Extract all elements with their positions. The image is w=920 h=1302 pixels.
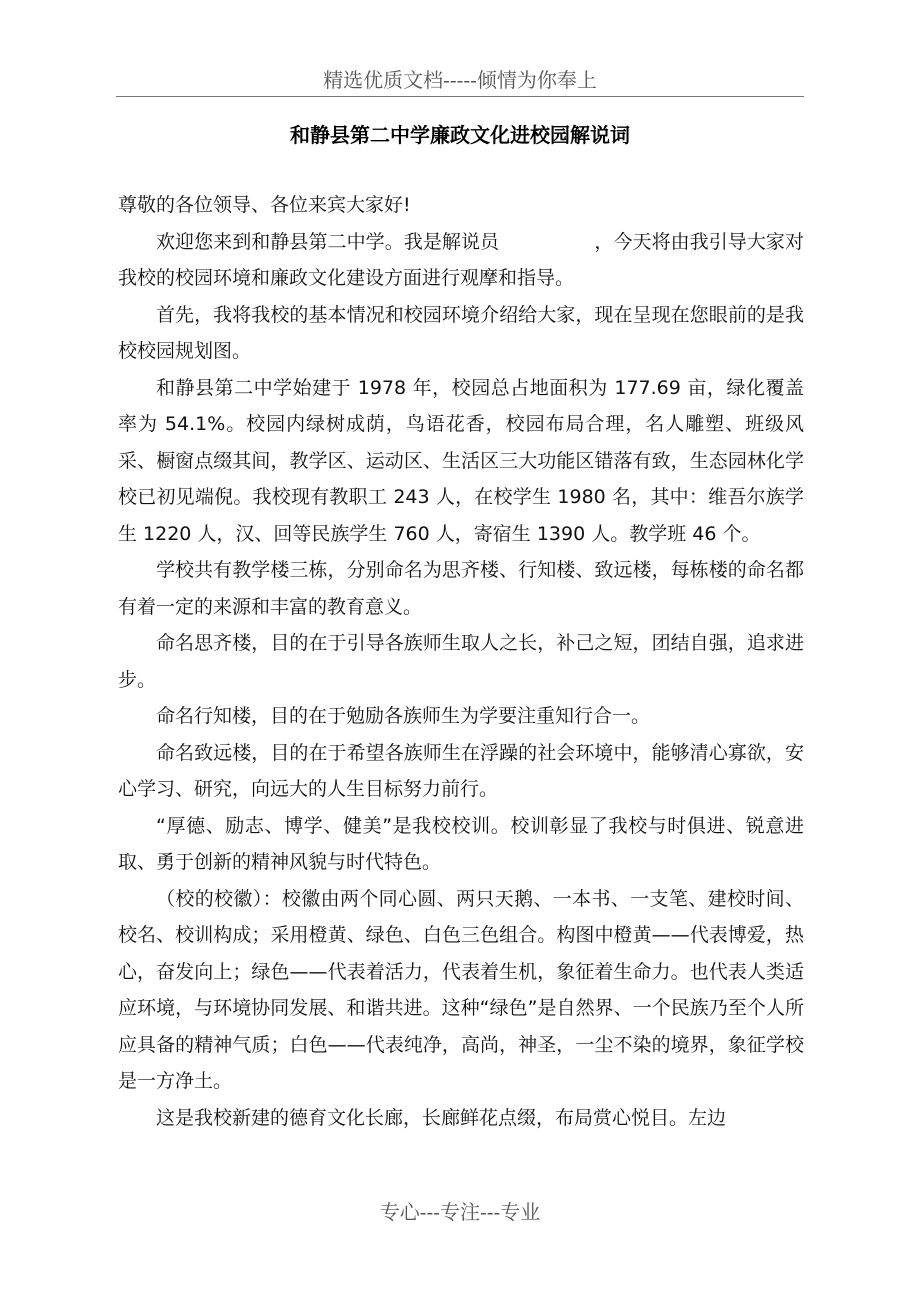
body-paragraph: 首先，我将我校的基本情况和校园环境介绍给大家，现在呈现在您眼前的是我校校园规划图。	[118, 303, 804, 362]
document-body	[118, 187, 804, 1136]
body-paragraph: 命名思齐楼，目的在于引导各族师生取人之长，补己之短，团结自强，追求进步。	[118, 632, 804, 691]
body-paragraph: “厚德、励志、博学、健美”是我校校训。校训彰显了我校与时俱进、锐意进取、勇于创新的精神风貌与时代特色。	[118, 814, 804, 873]
document-title: 和静县第二中学廉政文化进校园解说词	[290, 123, 630, 147]
page-footer: 专心---专注---专业	[379, 1200, 541, 1224]
body-paragraph: 命名行知楼，目的在于勉励各族师生为学要注重知行合一。	[156, 705, 651, 727]
body-paragraph: 这是我校新建的德育文化长廊，长廊鲜花点缀，布局赏心悦目。左边	[156, 1106, 727, 1129]
body-paragraph: 和静县第二中学始建于 1978 年，校园总占地面积为 177.69 亩，绿化覆盖率为 54.1%。校园内绿树成荫，鸟语花香，校园布局合理，名人雕塑、班级风采、橱窗点缀其间，教学区、运动区、生活区三大功能区错落有致，生态园林化学校已初见端倪。我校现有教职工 243 人，在校学生 1980 名，其中：维吾尔族学生 1220 人，汉、回等民族学生 760 人，寄宿生 1390 人。教学班 46 个。	[118, 376, 804, 545]
greeting-paragraph: 尊敬的各位领导、各位来宾大家好!	[118, 194, 411, 216]
body-paragraph: （校的校徽）：校徽由两个同心圆、两只天鹅、一本书、一支笔、建校时间、校名、校训构成；采用橙黄、绿色、白色三色组合。构图中橙黄——代表博爱，热心，奋发向上；绿色——代表着活力，代表着生机，象征着生命力。也代表人类适应环境，与环境协同发展、和谐共进。这种“绿色”是自然界、一个民族乃至个人所应具备的精神气质；白色——代表纯净，高尚，神圣，一尘不染的境界，象征学校是一方净土。	[118, 887, 804, 1092]
body-paragraph: 欢迎您来到和静县第二中学。我是解说员 ，今天将由我引导大家对我校的校园环境和廉政文化建设方面进行观摩和指导。	[118, 230, 804, 289]
body-paragraph: 学校共有教学楼三栋，分别命名为思齐楼、行知楼、致远楼，每栋楼的命名都有着一定的来源和丰富的教育意义。	[118, 559, 804, 618]
header-divider	[116, 96, 804, 97]
body-paragraph: 命名致远楼，目的在于希望各族师生在浮躁的社会环境中，能够清心寡欲，安心学习、研究，向远大的人生目标努力前行。	[118, 741, 804, 800]
page-header: 精选优质文档-----倾情为你奉上	[323, 68, 597, 92]
